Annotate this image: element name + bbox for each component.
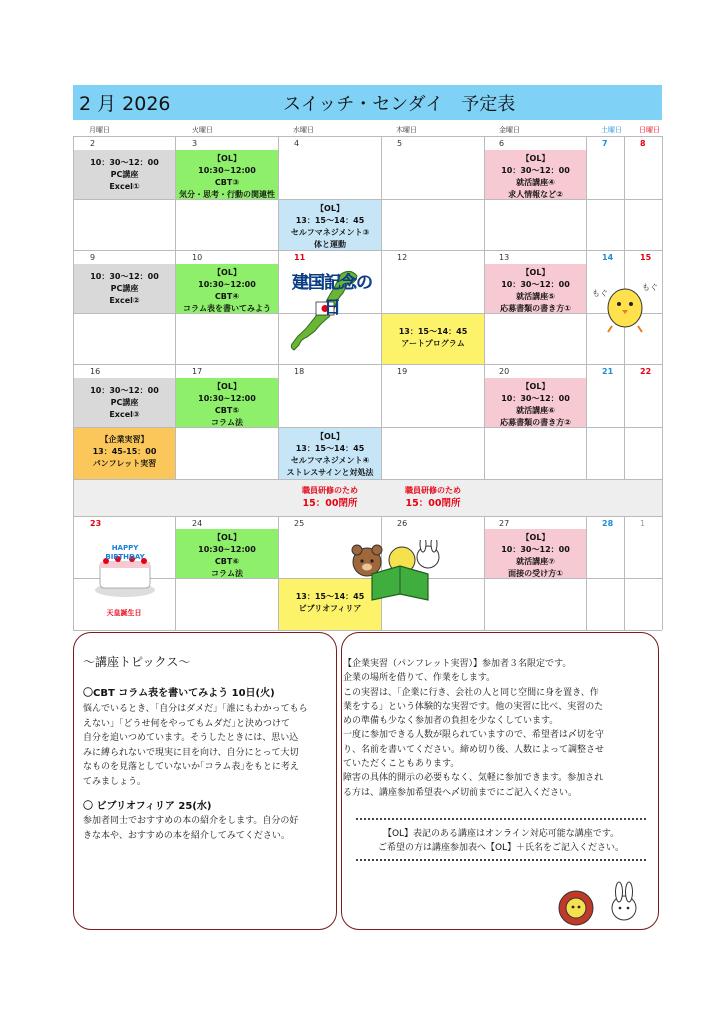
event-job5 (485, 264, 586, 313)
event-detail: Excel② (109, 296, 140, 305)
event-tag: 【OL】 (316, 432, 344, 441)
text-line: めの準備も少なく参加者の負担を少なくしています。 (343, 716, 559, 727)
chick-icon (590, 266, 660, 336)
date-number: 11 (294, 253, 306, 262)
grid-line (73, 364, 662, 365)
calendar-header (73, 85, 662, 120)
event-job6 (485, 378, 586, 427)
grid-line (73, 516, 662, 517)
grid-line (624, 136, 625, 630)
topic1-body (83, 702, 333, 790)
reading-animals-illustration (350, 540, 445, 602)
event-time: 10:30~12:00 (198, 545, 256, 554)
corner-characters-illustration (548, 880, 658, 930)
weekday-sat: 土曜日 (601, 126, 622, 134)
cake-text: HAPPY BIRTHDAY (105, 544, 145, 561)
event-title: CBT③ (214, 178, 240, 187)
info-body (343, 657, 657, 800)
birthday-cake-illustration (90, 532, 160, 602)
dotted-divider (356, 859, 646, 861)
event-cbt4 (176, 264, 278, 313)
event-time: 10：30～12：00 (90, 272, 159, 281)
event-detail: コラム表を書いてみよう (183, 304, 271, 313)
event-title: CBT⑤ (214, 406, 240, 415)
event-time: 13：15～14：45 (295, 216, 365, 225)
text-line: 業をする」という体験的な実習です。他の実習に比べ、実習のた (343, 701, 604, 712)
event-tag: 【OL】 (213, 154, 241, 163)
holiday-label: 天皇誕生日 (106, 609, 142, 617)
lion-rabbit-icon (548, 880, 658, 930)
event-title: セルフマネジメント③ (290, 228, 370, 237)
event-time: 10：30～12：00 (501, 394, 570, 403)
event-time: 10：30～12：00 (90, 158, 159, 167)
event-detail: 求人情報など② (508, 190, 563, 199)
event-detail: コラム法 (211, 418, 243, 427)
date-number: 19 (397, 367, 408, 376)
date-number: 26 (397, 519, 408, 528)
event-title: 就活講座⑦ (516, 557, 555, 566)
event-pc-excel2 (74, 264, 175, 313)
date-number: 17 (192, 367, 203, 376)
event-title: PC講座 (110, 398, 139, 407)
date-number: 21 (602, 367, 614, 376)
weekday-fri: 金曜日 (499, 126, 520, 134)
date-number: 25 (294, 519, 305, 528)
event-title: 就活講座④ (516, 178, 555, 187)
text-line: 【OL】表記のある講座はオンライン対応可能な講座です。 (382, 829, 620, 839)
event-title: セルフマネジメント④ (290, 456, 370, 465)
date-number: 13 (499, 253, 510, 262)
date-number: 14 (602, 253, 614, 262)
date-number: 22 (640, 367, 652, 376)
chick-illustration (590, 266, 660, 336)
event-tag: 【OL】 (213, 382, 241, 391)
svg-text:もぐ: もぐ (642, 283, 658, 292)
text-line: る方は、講座参加希望表へ〆切前までにご記入ください。 (343, 787, 578, 798)
text-line: ていただくこともあります。 (343, 759, 460, 770)
event-detail: コラム法 (211, 569, 243, 578)
event-detail: Excel③ (109, 410, 140, 419)
svg-text:もぐ: もぐ (592, 289, 608, 298)
notice-reason: 職員研修のため (405, 486, 461, 495)
weekday-wed: 水曜日 (293, 126, 314, 134)
text-line: みに縛られないで現実に目を向け、自分にとって大切 (83, 747, 299, 758)
event-cbt3 (176, 150, 278, 199)
event-time: 13：45-15：00 (92, 447, 157, 456)
event-tag: 【OL】 (521, 268, 550, 277)
topic2-body (83, 814, 333, 843)
event-title: CBT⑥ (214, 557, 240, 566)
weekday-thu: 木曜日 (396, 126, 417, 134)
event-title: PC講座 (110, 284, 139, 293)
event-detail: ストレスサインと対処法 (286, 468, 374, 477)
page-title: スイッチ・センダイ 予定表 (283, 94, 516, 115)
event-job4 (485, 150, 586, 199)
text-line: 障害の具体的開示の必要もなく、気軽に参加できます。参加され (343, 773, 604, 784)
event-title: パンフレット実習 (92, 459, 157, 468)
weekday-sun: 日曜日 (639, 126, 660, 134)
event-tag: 【OL】 (521, 382, 550, 391)
event-detail: Excel① (109, 182, 140, 191)
cake-icon (90, 532, 160, 602)
grid-line (73, 630, 662, 631)
event-detail: 気分・思考・行動の関連性 (179, 190, 275, 199)
event-tag: 【OL】 (521, 154, 550, 163)
month-label: 2 月 2026 (79, 93, 171, 115)
date-number: 5 (397, 139, 403, 148)
event-time: 13：15～14：45 (295, 592, 365, 601)
topic2-title: 〇 ビブリオフィリア 25(水) (83, 801, 212, 812)
event-time: 10：30～12：00 (90, 386, 159, 395)
text-line: なものを見落としていないか｢コラム表｣をもとに考え (83, 762, 299, 773)
topics-box (73, 632, 337, 930)
text-line: えない」｢どうせ何をやってもムダだ｣と決めつけて (83, 718, 291, 729)
date-number: 28 (602, 519, 614, 528)
notice-reason: 職員研修のため (302, 486, 358, 495)
date-number: 12 (397, 253, 408, 262)
date-number: 18 (294, 367, 305, 376)
event-tag: 【OL】 (213, 268, 241, 277)
date-number: 7 (602, 139, 608, 148)
text-line: 悩んでいるとき、｢自分はダメだ｣「誰にもわかってもら (83, 704, 308, 714)
event-title: 就活講座⑤ (516, 292, 555, 301)
event-selfmanagement4 (279, 428, 381, 479)
date-number: 15 (640, 253, 652, 262)
event-detail: 応募書類の書き方① (500, 304, 571, 313)
national-foundation-day-illustration (286, 262, 378, 357)
date-number: 20 (499, 367, 510, 376)
date-number: 1 (640, 519, 646, 528)
event-art (382, 314, 484, 364)
event-time: 10：30～12：00 (501, 280, 570, 289)
event-title: CBT④ (214, 292, 240, 301)
text-line: り、名前を書いてください。締め切り後、人数によって調整させ (343, 744, 605, 755)
notice-time: 15：00閉所 (405, 498, 461, 509)
text-line: この実習は、「企業に行き、会社の人と同じ空間に身を置き、作 (343, 687, 599, 698)
date-number: 4 (294, 139, 300, 148)
event-title: PC講座 (110, 170, 139, 179)
event-company-practice (74, 428, 175, 479)
event-pc-excel1 (74, 150, 175, 199)
notice-time: 15：00閉所 (302, 498, 358, 509)
event-tag: 【OL】 (316, 204, 344, 213)
dotted-divider (356, 818, 646, 820)
event-tag: 【OL】 (213, 533, 241, 542)
date-number: 23 (90, 519, 102, 528)
event-time: 10:30~12:00 (198, 166, 256, 175)
bear-reading-icon (350, 540, 445, 602)
text-line: てみましょう。 (83, 776, 147, 787)
event-pc-excel3 (74, 378, 175, 427)
event-title: 就活講座⑥ (516, 406, 555, 415)
event-cbt6 (176, 529, 278, 578)
date-number: 8 (640, 139, 646, 148)
event-job7 (485, 529, 586, 578)
event-time: 10:30~12:00 (198, 394, 256, 403)
date-number: 27 (499, 519, 510, 528)
text-line: 一度に参加できる人数が限られていますので、希望者は〆切を守 (343, 730, 604, 741)
closure-notice-wed (279, 484, 381, 510)
holiday-label: 建国記念の日 (292, 273, 372, 318)
grid-line (73, 136, 662, 137)
closure-notice-thu (382, 484, 484, 510)
event-detail: 面接の受け方① (508, 569, 563, 578)
event-tag: 【OL】 (521, 533, 550, 542)
event-detail: 体と運動 (314, 240, 346, 249)
date-number: 10 (192, 253, 203, 262)
text-line: 【企業実習（パンフレット実習）】参加者３名限定です。 (343, 659, 572, 669)
text-line: 参加者同士でおすすめの本の紹介をします。自分の好 (83, 816, 299, 826)
text-line: 自分を追いつめています。そうしたときには、思い込 (83, 733, 299, 744)
event-time: 13：15～14：45 (398, 327, 468, 336)
date-number: 3 (192, 139, 198, 148)
weekday-tue: 火曜日 (192, 126, 213, 134)
event-title: ビブリオフィリア (298, 604, 362, 613)
event-time: 10：30～12：00 (501, 166, 570, 175)
date-number: 9 (90, 253, 96, 262)
event-time: 10：30～12：00 (501, 545, 570, 554)
grid-line (586, 136, 587, 630)
date-number: 24 (192, 519, 203, 528)
event-tag: 【企業実習】 (100, 435, 149, 444)
topics-title: ～講座トピックス～ (83, 655, 191, 669)
event-time: 13：15～14：45 (295, 444, 365, 453)
event-cbt5 (176, 378, 278, 427)
event-time: 10:30~12:00 (198, 280, 256, 289)
topic1-title: 〇CBT コラム表を書いてみよう 10日(火) (83, 688, 275, 699)
event-title: アートプログラム (401, 339, 465, 348)
date-number: 16 (90, 367, 101, 376)
date-number: 2 (90, 139, 96, 148)
online-note (356, 827, 646, 856)
text-line: 企業の場所を借りて、作業をします。 (343, 673, 496, 684)
text-line: ご希望の方は講座参加表へ【OL】＋氏名をご記入ください。 (377, 843, 625, 854)
event-detail: 応募書類の書き方② (500, 418, 571, 427)
weekday-mon: 月曜日 (89, 126, 110, 134)
text-line: きな本や、おすすめの本を紹介してみてください。 (83, 830, 290, 841)
grid-line (662, 136, 663, 630)
date-number: 6 (499, 139, 505, 148)
event-selfmanagement3 (279, 200, 381, 250)
